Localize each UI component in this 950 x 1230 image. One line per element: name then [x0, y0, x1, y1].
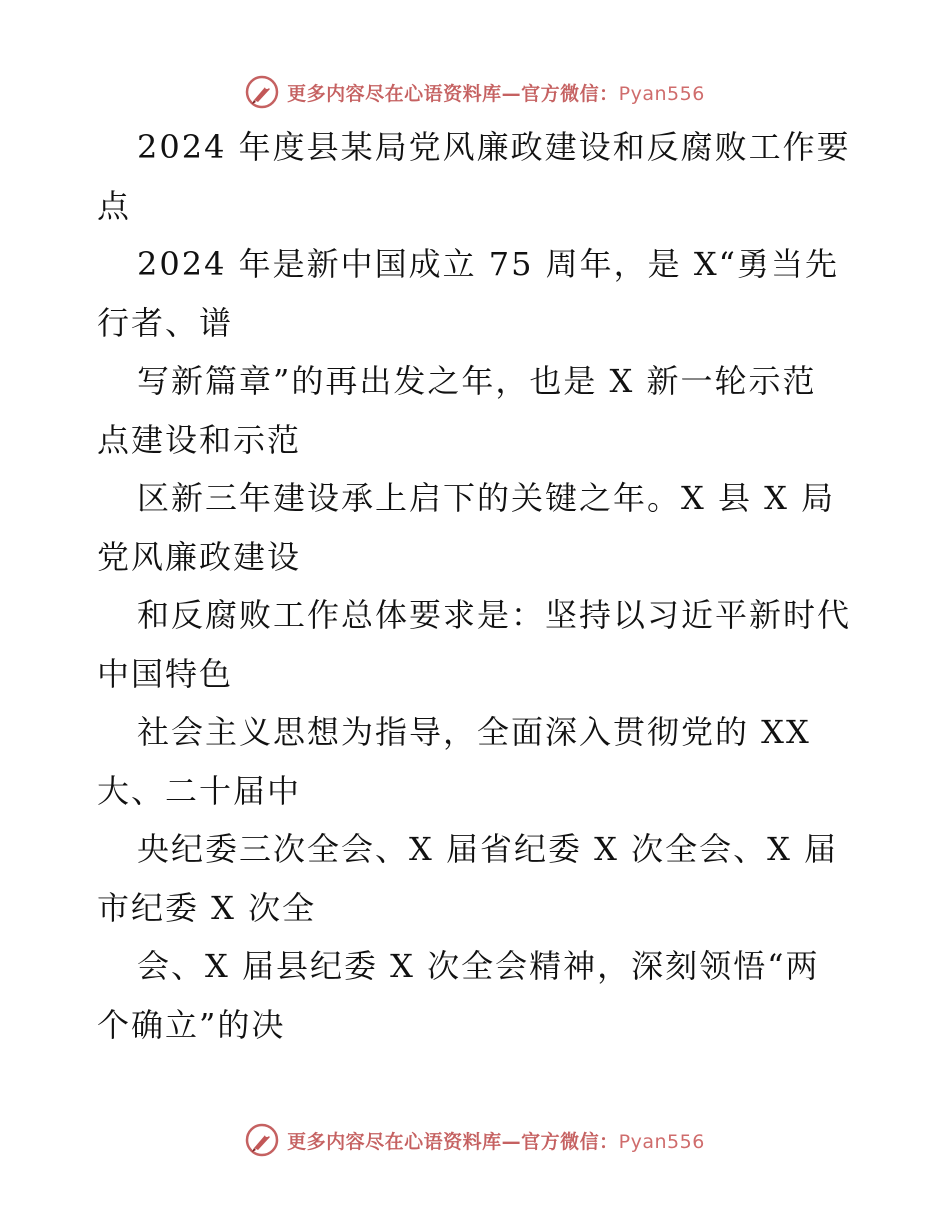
- text-line: 社会主义思想为指导，全面深入贯彻党的 XX: [137, 713, 811, 751]
- text-line: 和反腐败工作总体要求是：坚持以习近平新时代: [137, 596, 852, 634]
- watermark-footer: [0, 1120, 950, 1160]
- text-line: 个确立”的决: [97, 1005, 286, 1044]
- text-line: 央纪委三次全会、X 届省纪委 X 次全会、X 届: [137, 830, 839, 868]
- text-line: 2024 年度县某局党风廉政建设和反腐败工作要: [137, 128, 851, 166]
- text-line: 点: [97, 186, 132, 225]
- text-line: 党风廉政建设: [97, 537, 302, 576]
- text-line: 区新三年建设承上启下的关键之年。X 县 X 局: [137, 479, 836, 517]
- document-body: [97, 118, 857, 1054]
- text-line: 行者、谱: [97, 303, 234, 342]
- pen-logo-icon: [245, 75, 279, 109]
- text-line: 写新篇章”的再出发之年，也是 X 新一轮示范: [137, 362, 817, 400]
- text-line: 2024 年是新中国成立 75 周年，是 X“勇当先: [137, 245, 839, 283]
- text-line: 市纪委 X 次全: [97, 888, 317, 927]
- pen-logo-icon: [245, 1123, 279, 1157]
- text-line: 点建设和示范: [97, 420, 302, 459]
- text-line: 大、二十届中: [97, 771, 302, 810]
- watermark-text: 更多内容尽在心语资料库—官方微信：Pyan556: [287, 1130, 705, 1153]
- text-line: 中国特色: [97, 654, 234, 693]
- text-line: 会、X 届县纪委 X 次全会精神，深刻领悟“两: [137, 947, 820, 985]
- watermark-header: [0, 72, 950, 112]
- watermark-text: 更多内容尽在心语资料库—官方微信：Pyan556: [287, 82, 705, 105]
